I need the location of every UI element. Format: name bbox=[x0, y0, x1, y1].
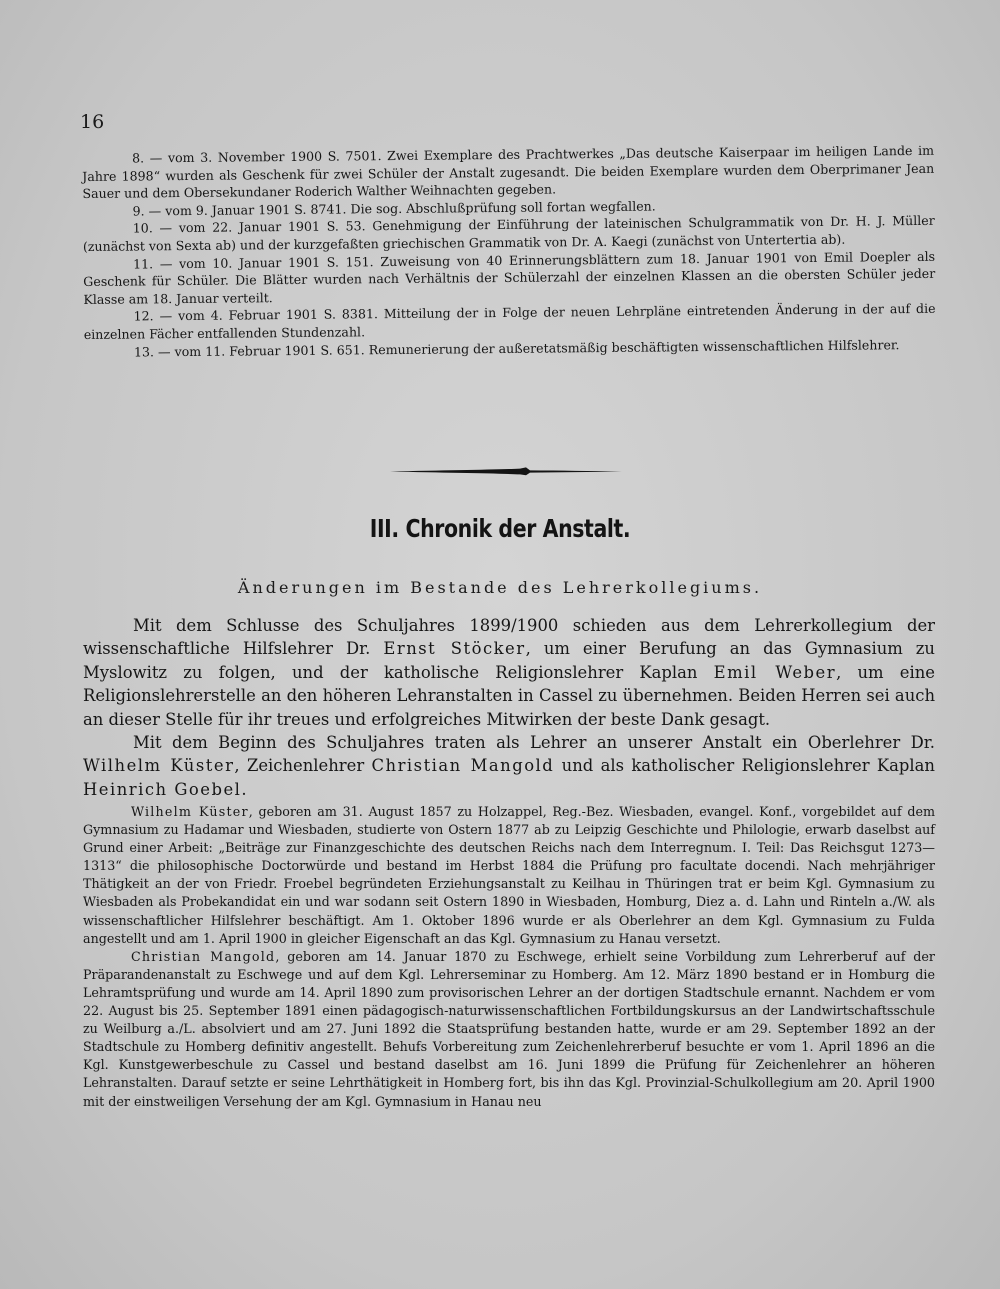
paragraph-text: , um eine Religionslehrerstelle an den höheren Lehranstalten in Cassel zu übernehmen. Beiden Herren sei auch an dieser Stelle für ihr treues und erfolgreiches Mitwirken der beste Dank gesagt. bbox=[83, 662, 935, 729]
paragraph-text: , um einer Berufung an das Gymnasium zu Myslowitz zu folgen, und der katholische Religionslehrer Kaplan bbox=[83, 639, 935, 682]
person-name: Wilhelm Küster bbox=[83, 756, 235, 776]
bio-mangold bbox=[83, 948, 935, 1111]
bio-text: , geboren am 31. August 1857 zu Holzappel, Reg.-Bez. Wiesbaden, evangel. Konf., vorgebildet auf dem Gymnasium zu Hadamar und Wiesbaden, studierte von Ostern 1877 ab zu Leipzig Geschichte und Philologie, erwarb daselbst auf Grund einer Arbeit: „Beiträge zur Finanzgeschichte des deutschen Reichs nach dem Interregnum. I. Teil: Das Reichsgut 1273—1313“ die philosophische Doctorwürde und bestand im Herbst 1884 die Prüfung pro facultate docendi. Nach mehrjähriger Thätigkeit an der von Friedr. Froebel begründeten Erziehungsanstalt zu Keilhau in Thüringen trat er beim Kgl. Gymnasium zu Wiesbaden als Probekandidat ein und war sodann seit Ostern 1890 in Wiesbaden, Homburg, Diez a. d. Lahn und Rinteln a./W. als wissenschaftlicher Hilfslehrer beschäftigt. Am 1. Oktober 1896 wurde er als Oberlehrer an dem Kgl. Gymnasium zu Fulda angestellt und am 1. April 1900 in gleicher Eigenschaft an das Kgl. Gymnasium zu Hanau versetzt. bbox=[83, 804, 935, 946]
decree-item-13: 13. — vom 11. Februar 1901 S. 651. Remunerierung der außeretatsmäßig beschäftigten wissenschaftlichen Hilfslehrer. bbox=[133, 336, 900, 360]
decree-item-10: 10. — vom 22. Januar 1901 S. 53. Genehmigung der Einführung der lateinischen Schulgrammatik von Dr. H. J. Müller (zunächst von Sexta ab) und der kurzgefaßten griechischen Grammatik von Dr. A. Kaegi (zunächst von Untertertia ab). bbox=[82, 213, 935, 254]
person-name: Ernst Stöcker bbox=[383, 639, 526, 659]
paragraph-arrivals bbox=[83, 731, 935, 801]
bio-text: , geboren am 14. Januar 1870 zu Eschwege, erhielt seine Vorbildung zum Lehrerberuf auf der Präparandenanstalt zu Eschwege und auf dem Kgl. Lehrerseminar zu Homberg. Am 12. März 1890 bestand er in Homburg die Lehramtsprüfung und wurde am 14. April 1890 zum provisorischen Lehrer an der dortigen Stadtschule ernannt. Nachdem er vom 22. August bis 25. September 1891 einen pädagogisch-naturwissenschaftlichen Fortbildungskursus an der Landwirtschaftsschule zu Weilburg a./L. absolviert und am 27. Juni 1892 die Staatsprüfung bestanden hatte, wurde er am 29. September 1892 an der Stadtschule zu Homberg definitiv angestellt. Behufs Vorbereitung zum Zeichenlehrerberuf besuchte er vom 1. April 1896 an die Kgl. Kunstgewerbeschule zu Cassel und bestand daselbst am 16. Juni 1899 die Prüfung für Zeichenlehrer an höheren Lehranstalten. Darauf setzte er seine Lehrthätigkeit in Homberg fort, bis ihn das Kgl. Provinzial-Schulkollegium am 20. April 1900 mit der einstweiligen Versehung der am Kgl. Gymnasium in Hanau neu bbox=[83, 948, 935, 1109]
paragraph-departures bbox=[83, 614, 935, 731]
paragraph-text: Mit dem Beginn des Schuljahres traten als Lehrer an unserer Anstalt ein Oberlehrer Dr. bbox=[133, 733, 935, 753]
paragraph-text: , Zeichenlehrer bbox=[234, 756, 372, 776]
paragraph-text: und als katholischer Religionslehrer Kaplan bbox=[554, 756, 935, 776]
bio-kuester bbox=[83, 803, 935, 948]
staff-changes-text bbox=[83, 614, 935, 801]
paragraph-text: . bbox=[241, 779, 247, 799]
person-name: Heinrich Goebel bbox=[83, 779, 242, 799]
ornamental-divider bbox=[390, 467, 622, 476]
decree-item-8: 8. — vom 3. November 1900 S. 7501. Zwei Exemplare des Prachtwerkes „Das deutsche Kaiserpaar im heiligen Lande im Jahre 1898“ wurden als Geschenk für zwei Schüler der Anstalt zugesandt. Die beiden Exemplare wurden dem Oberprimaner Jean Sauer und dem Obersekundaner Roderich Walther Weihnachten gegeben. bbox=[82, 142, 935, 202]
decree-item-9: 9. — vom 9. Januar 1901 S. 8741. Die sog. Abschlußprüfung soll fortan wegfallen. bbox=[132, 198, 656, 219]
paragraph-text: Mit dem Schlusse des Schuljahres 1899/1900 schieden aus dem Lehrerkollegium der wissenschaftliche Hilfslehrer Dr. bbox=[83, 616, 935, 659]
chapter-title: III. Chronik der Anstalt. bbox=[369, 514, 631, 543]
decree-item-11: 11. — vom 10. Januar 1901 S. 151. Zuweisung von 40 Erinnerungsblättern zum 18. Januar 1901 von Emil Doepler als Geschenk für Schüler. Die Blätter wurden nach Verhältnis der Schülerzahl der einzelnen Klassen an die obersten Schüler jeder Klasse am 18. Januar verteilt. bbox=[83, 248, 936, 307]
biographies bbox=[83, 803, 935, 1111]
page-number: 16 bbox=[80, 111, 105, 133]
person-name: Christian Mangold bbox=[371, 756, 555, 776]
bio-name: Wilhelm Küster bbox=[131, 804, 249, 819]
bio-name: Christian Mangold bbox=[131, 948, 276, 964]
person-name: Emil Weber bbox=[713, 662, 837, 682]
decree-item-12: 12. — vom 4. Februar 1901 S. 8381. Mitteilung der in Folge der neuen Lehrpläne eintretenden Änderung in der auf die einzelnen Fächer entfallenden Stundenzahl. bbox=[83, 301, 936, 342]
decree-list bbox=[82, 142, 936, 361]
section-heading: Änderungen im Bestande des Lehrerkollegiums. bbox=[237, 578, 763, 597]
